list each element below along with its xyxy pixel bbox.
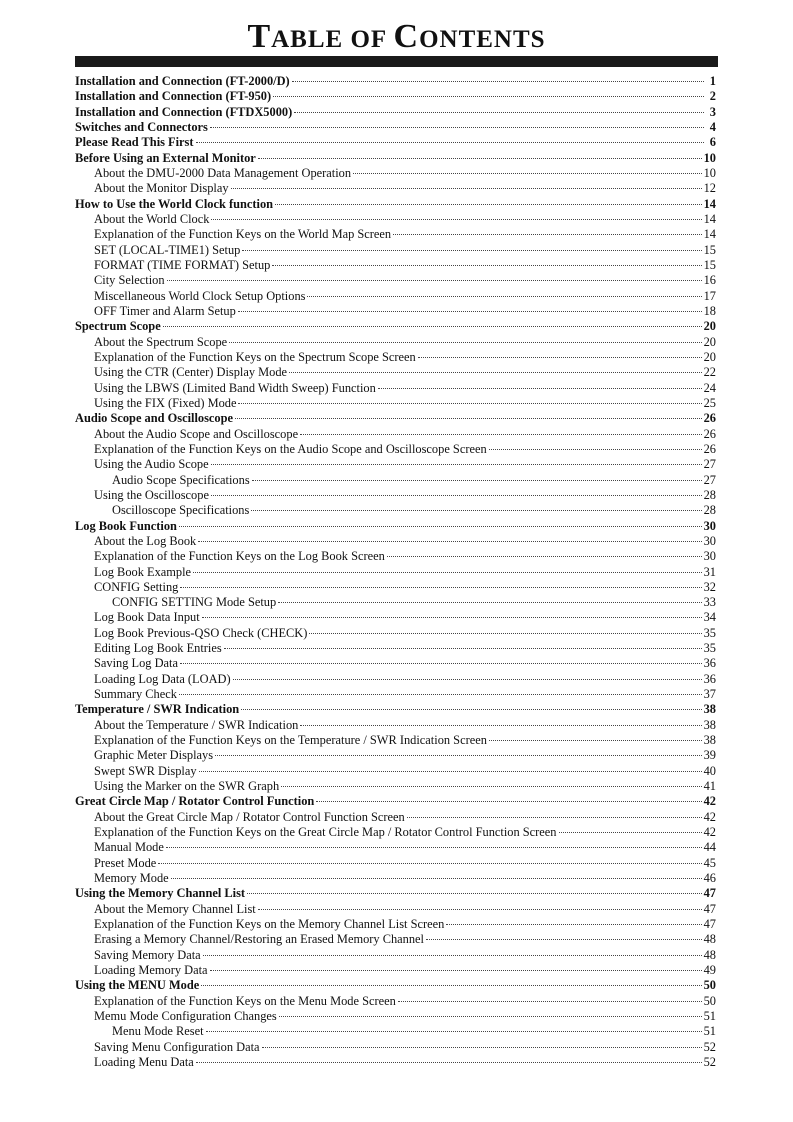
toc-entry-label: Oscilloscope Specifications — [112, 503, 250, 518]
toc-entry-label: Loading Memory Data — [94, 963, 208, 978]
title-rule — [75, 56, 718, 67]
toc-entry[interactable] — [75, 457, 716, 472]
toc-entry-page: 36 — [703, 656, 716, 671]
toc-entry-label: Memu Mode Configuration Changes — [94, 1009, 277, 1024]
dot-leader — [167, 279, 702, 281]
dot-leader — [210, 126, 704, 128]
dot-leader — [489, 739, 702, 741]
toc-entry-page: 51 — [703, 1009, 716, 1024]
toc-entry-label: About the Spectrum Scope — [94, 334, 228, 349]
toc-entry[interactable] — [75, 764, 716, 779]
toc-entry-page: 35 — [703, 625, 716, 640]
toc-entry[interactable] — [75, 733, 716, 748]
dot-leader — [309, 632, 701, 634]
toc-entry-page: 38 — [703, 702, 716, 717]
toc-entry[interactable] — [75, 105, 716, 120]
dot-leader — [278, 601, 701, 603]
toc-entry-page: 41 — [703, 779, 716, 794]
toc-entry-page: 52 — [703, 1055, 716, 1069]
toc-entry[interactable] — [75, 212, 716, 227]
toc-entry-label: Using the MENU Mode — [75, 978, 200, 993]
toc-entry-page: 20 — [703, 319, 716, 334]
toc-entry-label: About the World Clock — [94, 211, 210, 226]
dot-leader — [273, 95, 704, 97]
dot-leader — [211, 494, 702, 496]
toc-entry-label: Temperature / SWR Indication — [75, 702, 240, 717]
toc-entry[interactable] — [75, 810, 716, 825]
toc-entry-page: 28 — [703, 487, 716, 502]
toc-entry[interactable] — [75, 932, 716, 947]
dot-leader — [166, 846, 702, 848]
toc-entry-label: Miscellaneous World Clock Setup Options — [94, 288, 306, 303]
toc-entry-page: 14 — [703, 227, 716, 242]
toc-entry-page: 27 — [703, 457, 716, 472]
toc-entry[interactable] — [75, 1055, 716, 1070]
toc-entry[interactable] — [75, 1024, 716, 1039]
toc-entry-label: Explanation of the Function Keys on the Menu Mode Screen — [94, 993, 396, 1008]
toc-entry-page: 47 — [703, 917, 716, 932]
toc-entry[interactable] — [75, 243, 716, 258]
dot-leader — [211, 463, 702, 465]
toc-entry-label: How to Use the World Clock function — [75, 196, 274, 211]
dot-leader — [300, 724, 701, 726]
toc-entry-page: 47 — [703, 901, 716, 916]
toc-entry-label: Great Circle Map / Rotator Control Function — [75, 794, 315, 809]
dot-leader — [258, 157, 702, 159]
toc-entry[interactable] — [75, 135, 716, 150]
toc-entry-page: 38 — [703, 733, 716, 748]
toc-entry-label: Explanation of the Function Keys on the Temperature / SWR Indication Screen — [94, 733, 487, 748]
toc-entry-page: 6 — [709, 135, 716, 150]
title-initial-2: C — [393, 18, 420, 55]
toc-entry-page: 15 — [703, 257, 716, 272]
toc-entry[interactable] — [75, 181, 716, 196]
dot-leader — [426, 938, 702, 940]
toc-entry[interactable] — [75, 273, 716, 288]
dot-leader — [158, 862, 701, 864]
toc-entry-label: Installation and Connection (FT-2000/D) — [75, 74, 290, 88]
dot-leader — [407, 816, 702, 818]
toc-entry-page: 46 — [703, 871, 716, 886]
toc-entry-page: 26 — [703, 441, 716, 456]
title-rest-2: ONTENTS — [419, 26, 546, 53]
toc-entry-label: About the Great Circle Map / Rotator Control Function Screen — [94, 809, 405, 824]
dot-leader — [196, 141, 704, 143]
dot-leader — [559, 831, 702, 833]
toc-entry[interactable] — [75, 519, 716, 534]
toc-entry-page: 4 — [709, 119, 716, 134]
dot-leader — [179, 525, 702, 527]
toc-entry-label: Explanation of the Function Keys on the Spectrum Scope Screen — [94, 349, 416, 364]
dot-leader — [378, 387, 702, 389]
toc-entry-page: 12 — [703, 181, 716, 196]
toc-entry-label: About the Audio Scope and Oscilloscope — [94, 426, 299, 441]
toc-entry-page: 2 — [709, 89, 716, 104]
toc-entry[interactable] — [75, 748, 716, 763]
toc-entry-label: Explanation of the Function Keys on the World Map Screen — [94, 227, 392, 242]
toc-entry-page: 48 — [703, 932, 716, 947]
toc-entry-page: 24 — [703, 380, 716, 395]
title-rest-1: ABLE OF — [271, 26, 394, 53]
toc-entry[interactable] — [75, 365, 716, 380]
toc-entry[interactable] — [75, 672, 716, 687]
toc-entry-label: About the Monitor Display — [94, 181, 229, 196]
dot-leader — [446, 923, 701, 925]
toc-entry-page: 30 — [703, 518, 716, 533]
toc-entry-page: 15 — [703, 242, 716, 257]
toc-entry[interactable] — [75, 902, 716, 917]
toc-entry-label: Log Book Function — [75, 518, 177, 533]
toc-entry-label: Audio Scope and Oscilloscope — [75, 411, 234, 426]
toc-entry-label: Explanation of the Function Keys on the Log Book Screen — [94, 549, 385, 564]
dot-leader — [233, 678, 702, 680]
toc-entry-label: Erasing a Memory Channel/Restoring an Erased Memory Channel — [94, 932, 424, 947]
dot-leader — [180, 586, 701, 588]
toc-entry-page: 34 — [703, 610, 716, 625]
dot-leader — [294, 111, 704, 113]
dot-leader — [211, 218, 701, 220]
dot-leader — [171, 877, 702, 879]
toc-entry[interactable] — [75, 687, 716, 702]
toc-entry-page: 47 — [703, 886, 716, 901]
toc-entry[interactable] — [75, 427, 716, 442]
toc-entry-page: 30 — [703, 533, 716, 548]
page-title — [0, 18, 793, 56]
toc-entry-label: About the DMU-2000 Data Management Operation — [94, 165, 352, 180]
toc-entry[interactable] — [75, 488, 716, 503]
toc-entry-label: Using the Marker on the SWR Graph — [94, 779, 280, 794]
toc-entry-label: Log Book Example — [94, 564, 192, 579]
toc-entry-label: Saving Memory Data — [94, 947, 201, 962]
dot-leader — [418, 356, 702, 358]
dot-leader — [292, 80, 704, 82]
dot-leader — [307, 295, 701, 297]
dot-leader — [163, 325, 702, 327]
toc-entry-page: 42 — [703, 825, 716, 840]
toc-entry[interactable] — [75, 825, 716, 840]
toc-entry[interactable] — [75, 641, 716, 656]
dot-leader — [196, 1061, 702, 1063]
toc-entry[interactable] — [75, 197, 716, 212]
toc-entry-label: About the Temperature / SWR Indication — [94, 717, 299, 732]
toc-entry-label: Saving Menu Configuration Data — [94, 1039, 260, 1054]
dot-leader — [238, 402, 701, 404]
toc-entry-page: 30 — [703, 549, 716, 564]
dot-leader — [393, 233, 701, 235]
toc-entry-label: Switches and Connectors — [75, 119, 208, 134]
dot-leader — [262, 1046, 702, 1048]
toc-entry-page: 42 — [703, 809, 716, 824]
toc-entry[interactable] — [75, 580, 716, 595]
toc-entry[interactable] — [75, 534, 716, 549]
toc-entry-page: 10 — [703, 165, 716, 180]
toc-entry-label: Using the LBWS (Limited Band Width Sweep) Function — [94, 380, 376, 395]
toc-entry-label: Log Book Previous-QSO Check (CHECK) — [94, 625, 308, 640]
dot-leader — [215, 754, 702, 756]
toc-entry-page: 51 — [703, 1024, 716, 1039]
toc-entry-page: 26 — [703, 426, 716, 441]
dot-leader — [279, 1015, 702, 1017]
dot-leader — [198, 540, 701, 542]
dot-leader — [247, 892, 702, 894]
toc-entry[interactable] — [75, 503, 716, 518]
toc-entry-label: Please Read This First — [75, 135, 194, 150]
toc-entry[interactable] — [75, 381, 716, 396]
toc-entry[interactable] — [75, 565, 716, 580]
toc-entry-label: Using the Memory Channel List — [75, 886, 246, 901]
toc-entry-page: 28 — [703, 503, 716, 518]
toc-entry[interactable] — [75, 948, 716, 963]
toc-entry-page: 20 — [703, 334, 716, 349]
toc-entry[interactable] — [75, 917, 716, 932]
toc-entry-page: 42 — [703, 794, 716, 809]
toc-entry[interactable] — [75, 120, 716, 135]
toc-entry-page: 14 — [703, 196, 716, 211]
toc-entry-label: Installation and Connection (FT-950) — [75, 89, 272, 104]
toc-entry-label: Before Using an External Monitor — [75, 150, 256, 165]
toc-entry[interactable] — [75, 856, 716, 871]
toc-entry[interactable] — [75, 442, 716, 457]
toc-entry-page: 38 — [703, 717, 716, 732]
toc-entry-page: 50 — [703, 978, 716, 993]
toc-entry-label: Explanation of the Function Keys on the Great Circle Map / Rotator Control Function Screen — [94, 825, 557, 840]
toc-entry-label: Swept SWR Display — [94, 763, 197, 778]
toc-entry-label: Audio Scope Specifications — [112, 472, 250, 487]
toc-entry[interactable] — [75, 840, 716, 855]
toc-entry-page: 44 — [703, 840, 716, 855]
toc-entry[interactable] — [75, 74, 716, 89]
toc-entry-page: 25 — [703, 395, 716, 410]
toc-entry-label: Graphic Meter Displays — [94, 748, 214, 763]
toc-entry-label: Explanation of the Function Keys on the Audio Scope and Oscilloscope Screen — [94, 441, 487, 456]
dot-leader — [353, 172, 702, 174]
toc-entry[interactable] — [75, 396, 716, 411]
toc-entry[interactable] — [75, 963, 716, 978]
toc-entry[interactable] — [75, 166, 716, 181]
toc-entry-label: Spectrum Scope — [75, 319, 161, 334]
toc-entry-label: Log Book Data Input — [94, 610, 200, 625]
toc-entry-label: Menu Mode Reset — [112, 1024, 204, 1039]
toc-entry[interactable] — [75, 289, 716, 304]
dot-leader — [203, 954, 702, 956]
toc-entry[interactable] — [75, 779, 716, 794]
dot-leader — [210, 969, 702, 971]
toc-list — [75, 74, 716, 1070]
toc-entry-label: FORMAT (TIME FORMAT) Setup — [94, 257, 271, 272]
toc-entry-page: 3 — [709, 104, 716, 119]
toc-entry-label: Explanation of the Function Keys on the Memory Channel List Screen — [94, 917, 445, 932]
dot-leader — [258, 908, 702, 910]
toc-entry[interactable] — [75, 610, 716, 625]
toc-entry-page: 33 — [703, 595, 716, 610]
toc-entry-page: 39 — [703, 748, 716, 763]
toc-entry-page: 14 — [703, 211, 716, 226]
toc-entry-label: SET (LOCAL-TIME1) Setup — [94, 242, 241, 257]
toc-entry-page: 40 — [703, 763, 716, 778]
toc-entry-label: Using the Oscilloscope — [94, 487, 209, 502]
dot-leader — [398, 1000, 702, 1002]
toc-entry-label: Editing Log Book Entries — [94, 641, 222, 656]
dot-leader — [202, 616, 702, 618]
toc-entry-label: Saving Log Data — [94, 656, 178, 671]
dot-leader — [206, 1030, 702, 1032]
toc-entry-label: CONFIG SETTING Mode Setup — [112, 595, 277, 610]
toc-entry-label: Installation and Connection (FTDX5000) — [75, 104, 293, 119]
toc-entry-page: 48 — [703, 947, 716, 962]
toc-entry-label: Memory Mode — [94, 871, 169, 886]
toc-entry[interactable] — [75, 1009, 716, 1024]
toc-entry[interactable] — [75, 656, 716, 671]
toc-entry-page: 31 — [703, 564, 716, 579]
toc-entry-label: Preset Mode — [94, 855, 157, 870]
dot-leader — [387, 555, 702, 557]
toc-entry[interactable] — [75, 994, 716, 1009]
toc-entry[interactable] — [75, 411, 716, 426]
toc-entry-label: CONFIG Setting — [94, 579, 179, 594]
toc-entry-page: 36 — [703, 671, 716, 686]
toc-entry-page: 20 — [703, 349, 716, 364]
toc-entry-label: Using the FIX (Fixed) Mode — [94, 395, 237, 410]
toc-entry[interactable] — [75, 1040, 716, 1055]
toc-entry-label: Loading Menu Data — [94, 1055, 194, 1069]
dot-leader — [489, 448, 702, 450]
dot-leader — [289, 371, 702, 373]
toc-entry-label: OFF Timer and Alarm Setup — [94, 303, 236, 318]
toc-entry-page: 22 — [703, 365, 716, 380]
dot-leader — [281, 785, 701, 787]
toc-entry-label: About the Memory Channel List — [94, 901, 256, 916]
dot-leader — [275, 203, 702, 205]
dot-leader — [316, 800, 701, 802]
dot-leader — [252, 479, 702, 481]
dot-leader — [235, 417, 702, 419]
toc-entry-label: About the Log Book — [94, 533, 197, 548]
toc-entry[interactable] — [75, 473, 716, 488]
toc-entry-page: 35 — [703, 641, 716, 656]
toc-entry-page: 17 — [703, 288, 716, 303]
toc-entry-page: 49 — [703, 963, 716, 978]
toc-entry-page: 52 — [703, 1039, 716, 1054]
dot-leader — [300, 433, 702, 435]
toc-entry-label: Using the CTR (Center) Display Mode — [94, 365, 288, 380]
dot-leader — [272, 264, 701, 266]
toc-entry-page: 45 — [703, 855, 716, 870]
toc-entry[interactable] — [75, 718, 716, 733]
dot-leader — [199, 770, 702, 772]
toc-entry[interactable] — [75, 350, 716, 365]
toc-entry[interactable] — [75, 626, 716, 641]
toc-entry-label: Using the Audio Scope — [94, 457, 209, 472]
toc-entry[interactable] — [75, 227, 716, 242]
dot-leader — [229, 341, 701, 343]
toc-entry-page: 27 — [703, 472, 716, 487]
toc-entry-page: 26 — [703, 411, 716, 426]
toc-entry-label: City Selection — [94, 273, 165, 288]
toc-entry[interactable] — [75, 871, 716, 886]
dot-leader — [193, 571, 702, 573]
toc-entry[interactable] — [75, 549, 716, 564]
title-initial-1: T — [247, 18, 272, 55]
dot-leader — [179, 693, 702, 695]
toc-entry-page: 16 — [703, 273, 716, 288]
toc-entry[interactable] — [75, 304, 716, 319]
dot-leader — [231, 187, 702, 189]
toc-entry-page: 1 — [709, 74, 716, 88]
toc-entry[interactable] — [75, 886, 716, 901]
toc-entry-label: Manual Mode — [94, 840, 164, 855]
toc-entry-page: 50 — [703, 993, 716, 1008]
toc-entry-page: 37 — [703, 687, 716, 702]
toc-entry[interactable] — [75, 794, 716, 809]
dot-leader — [238, 310, 702, 312]
dot-leader — [242, 249, 701, 251]
toc-entry[interactable] — [75, 319, 716, 334]
toc-entry[interactable] — [75, 595, 716, 610]
toc-entry[interactable] — [75, 978, 716, 993]
dot-leader — [241, 708, 701, 710]
toc-entry-label: Loading Log Data (LOAD) — [94, 671, 231, 686]
toc-entry[interactable] — [75, 89, 716, 104]
toc-entry-label: Summary Check — [94, 687, 177, 702]
toc-entry[interactable] — [75, 258, 716, 273]
dot-leader — [224, 647, 702, 649]
toc-entry-page: 10 — [703, 150, 716, 165]
dot-leader — [180, 662, 702, 664]
dot-leader — [201, 984, 701, 986]
toc-entry[interactable] — [75, 335, 716, 350]
dot-leader — [251, 509, 701, 511]
toc-entry[interactable] — [75, 702, 716, 717]
toc-entry-page: 32 — [703, 579, 716, 594]
toc-entry-page: 18 — [703, 303, 716, 318]
toc-entry[interactable] — [75, 151, 716, 166]
